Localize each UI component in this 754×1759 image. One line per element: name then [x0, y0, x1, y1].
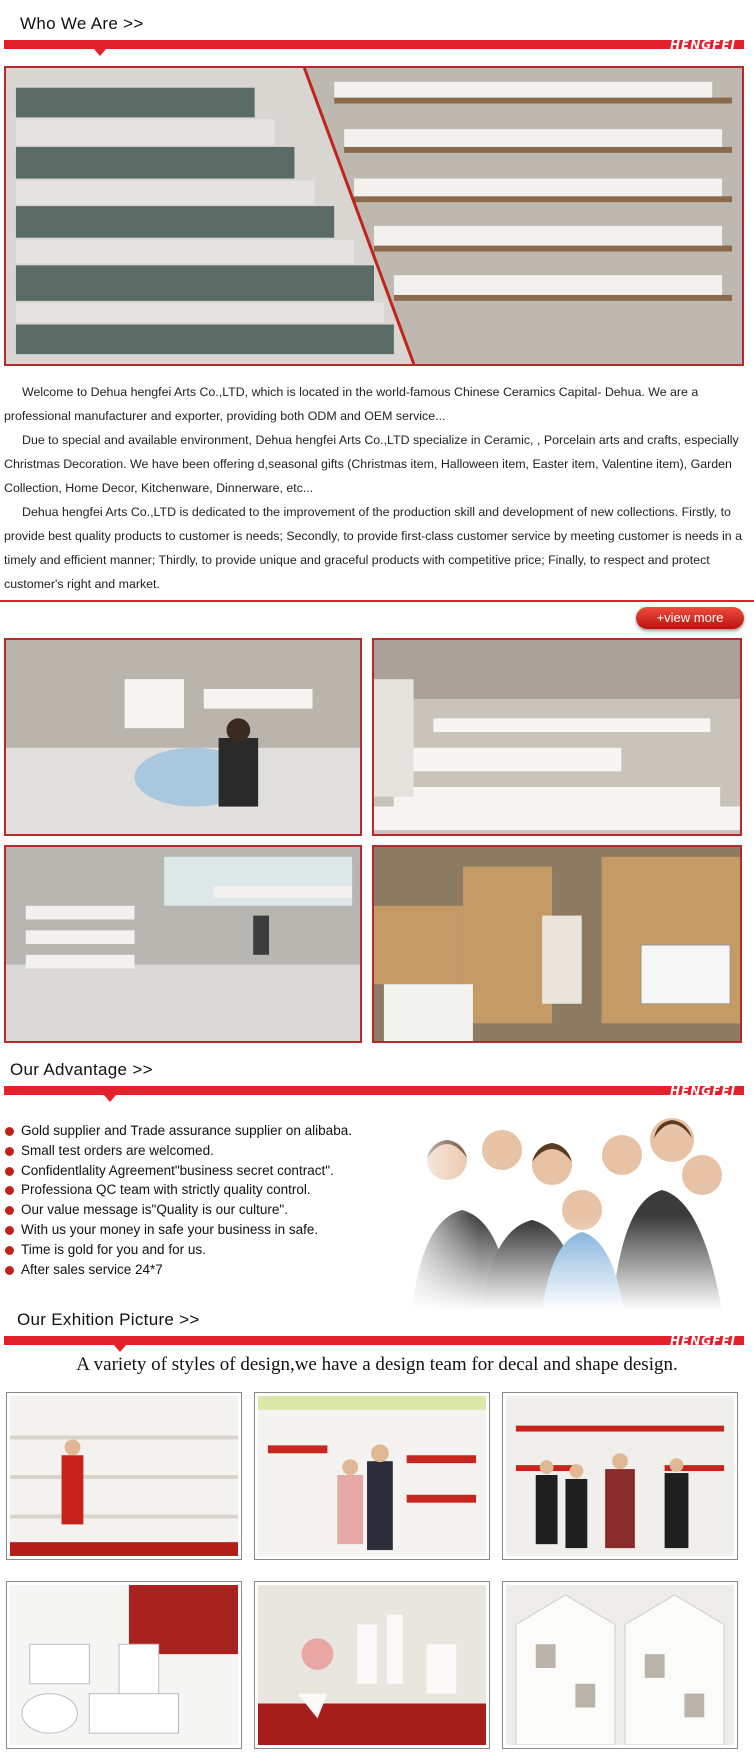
- header-notch: [94, 49, 106, 56]
- workshop-photo-2: [372, 638, 742, 836]
- list-item: Small test orders are welcomed.: [4, 1143, 352, 1163]
- bullet-icon: [5, 1167, 14, 1176]
- brand-logo: HENGFEI: [670, 1084, 736, 1098]
- company-intro: [4, 380, 748, 596]
- advantage-list: [4, 1123, 352, 1281]
- exhibition-photo-2: [254, 1392, 490, 1560]
- warehouse-photo: [372, 845, 742, 1043]
- list-item: Time is gold for you and for us.: [4, 1242, 352, 1262]
- exhibition-tagline: A variety of styles of design,we have a design team for decal and shape design.: [76, 1354, 678, 1375]
- view-more-button[interactable]: +view more: [636, 607, 744, 629]
- exhibition-photo-4: [6, 1581, 242, 1749]
- bullet-icon: [5, 1127, 14, 1136]
- list-item: Gold supplier and Trade assurance supplier on alibaba.: [4, 1123, 352, 1143]
- intro-paragraph-2: Due to special and available environment, Dehua hengfei Arts Co.,LTD specialize in Ceramic, , Porcelain arts and crafts, especially Christmas Decoration. We have been offering d,seasonal gifts (Christmas item, Halloween item, Easter item, Valentine item), Garden Collection, Home Decor, Kitchenware, Dinnerware, etc...: [4, 433, 739, 495]
- bullet-icon: [5, 1266, 14, 1275]
- intro-divider: [0, 600, 754, 602]
- brand-logo: HENGFEI: [670, 38, 736, 52]
- intro-paragraph-3: Dehua hengfei Arts Co.,LTD is dedicated to the improvement of the production skill and development of new collections. Firstly, to provide best quality products to customer is needs; Secondly, to provide first-class customer service by meeting customer is needs in a timely and efficient manner; Thirdly, to provide unique and graceful products with competitive price; Finally, to respect and protect customer's right and market.: [4, 505, 743, 591]
- bullet-icon: [5, 1246, 14, 1255]
- exhibition-photo-3: [502, 1392, 738, 1560]
- intro-paragraph-1: Welcome to Dehua hengfei Arts Co.,LTD, which is located in the world-famous Chinese Ceramics Capital- Dehua. We are a professional manufacturer and exporter, providing both ODM and OEM service...: [4, 385, 699, 423]
- brand-logo: HENGFEI: [670, 1334, 736, 1348]
- header-bar: [4, 1336, 744, 1345]
- section-title: Who We Are >>: [20, 14, 144, 33]
- workshop-photo-3: [4, 845, 362, 1043]
- header-notch: [114, 1345, 126, 1352]
- header-bar: [4, 1086, 744, 1095]
- bullet-icon: [5, 1147, 14, 1156]
- exhibition-header: [0, 1306, 754, 1350]
- list-item: Professiona QC team with strictly quality control.: [4, 1182, 352, 1202]
- advantage-header: [0, 1056, 754, 1100]
- bullet-icon: [5, 1186, 14, 1195]
- who-we-are-header: [0, 10, 754, 54]
- header-bar: [4, 40, 744, 49]
- factory-building-photo: [4, 66, 744, 366]
- exhibition-photo-1: [6, 1392, 242, 1560]
- list-item: With us your money in safe your business in safe.: [4, 1222, 352, 1242]
- list-item: Our value message is"Quality is our culture".: [4, 1202, 352, 1222]
- exhibition-photo-5: [254, 1581, 490, 1749]
- bullet-icon: [5, 1206, 14, 1215]
- list-item: After sales service 24*7: [4, 1262, 352, 1282]
- section-title: Our Advantage >>: [10, 1060, 153, 1079]
- team-photo: [392, 1100, 742, 1310]
- bullet-icon: [5, 1226, 14, 1235]
- list-item: Confidentlality Agreement"business secret contract".: [4, 1163, 352, 1183]
- exhibition-photo-6: [502, 1581, 738, 1749]
- section-title: Our Exhition Picture >>: [17, 1310, 200, 1329]
- workshop-photo-1: [4, 638, 362, 836]
- header-notch: [104, 1095, 116, 1102]
